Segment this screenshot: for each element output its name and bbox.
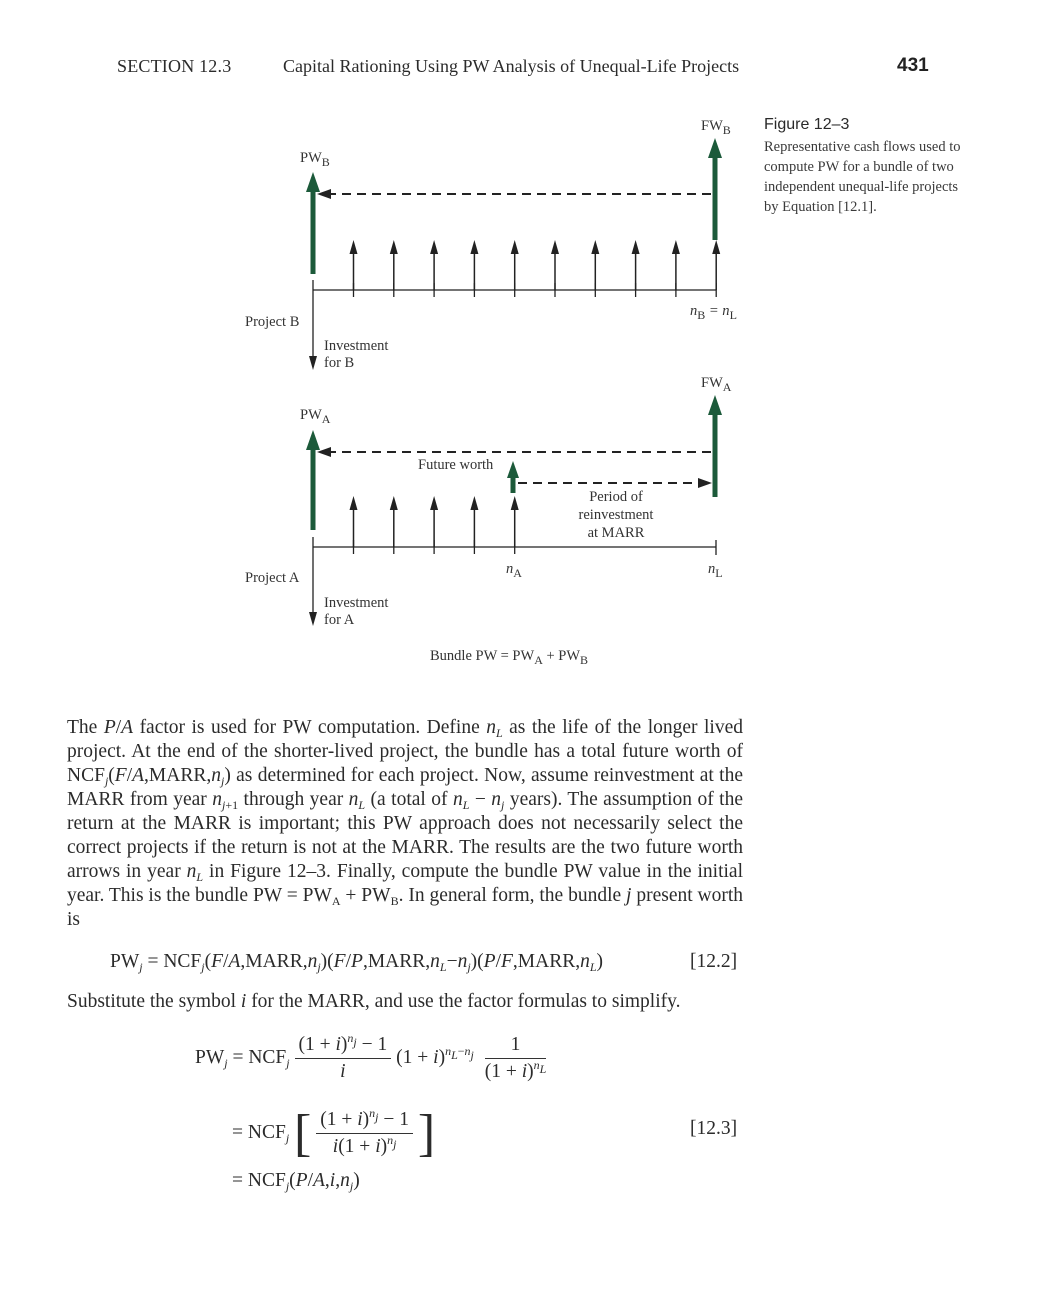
b-arrowhead — [591, 240, 599, 254]
investment-b-label: Investment for B — [324, 338, 389, 371]
project-b-label: Project B — [245, 314, 300, 330]
nl-label: $n_L$ — [708, 561, 723, 580]
b-arrowhead — [551, 240, 559, 254]
b-arrowhead — [632, 240, 640, 254]
b-arrowhead — [470, 240, 478, 254]
na-label: $n_A$ — [506, 561, 522, 580]
equation-12-3-line-2: = $NCF_j$ [ $\frac{(1 + i)^{n_j} - 1}{i(1 + i)^{n_j}}$ ] — [232, 1105, 436, 1162]
b-arrowhead — [672, 240, 680, 254]
a-arrowhead — [430, 496, 438, 510]
investment-a-arrowhead — [309, 612, 317, 626]
fw-b-arrowhead — [708, 138, 722, 158]
a-arrowhead — [350, 496, 358, 510]
investment-a-label: Investment for A — [324, 595, 389, 628]
page-number: 431 — [897, 55, 929, 76]
a-arrowhead — [511, 496, 519, 510]
future-worth-label: Future worth — [418, 457, 494, 473]
equation-12-2: $PW_j$ = $NCF_j(F/A,MARR,n_j)(F/P,MARR,n_L-n_j)(P/F,MARR,n_L)$ — [110, 951, 604, 974]
substitute-sentence: Substitute the symbol i for the MARR, and use the factor formulas to simplify. — [67, 991, 681, 1012]
body-paragraph: The P/A factor is used for PW computation. Define $n_L$ as the life of the longer lived project. At the end of the shorter-lived project, the bundle has a total future worth of $NCF_j(F/A,MARR,n_j)$ as determined for each project. Now, assume reinvestment at the MARR from year $n_{j+1}$ through year $n_L$ (a total of $n_L - n_j$ years). The assumption of the return at the MARR is important; this PW approach does not necessarily select the correct projects if the return is not at the MARR. The results are the two future worth arrows in year $n_L$ in Figure 12–3. Finally, compute the bundle PW value in the initial year. This is the bundle PW = $PW_A + PW_B$. In general form, the bundle j present worth is — [67, 717, 744, 930]
pw-b-arrowhead — [306, 172, 320, 192]
b-arrowhead — [712, 240, 720, 254]
project-a-label: Project A — [245, 570, 300, 586]
running-title: Capital Rationing Using PW Analysis of Unequal-Life Projects — [283, 56, 740, 76]
a-arrowhead — [470, 496, 478, 510]
reinvestment-period-label: Period of reinvestment at MARR — [578, 489, 654, 541]
fw-b-label: $FW_B$ — [701, 118, 731, 137]
fw-a-label: $FW_A$ — [701, 375, 732, 394]
fw-a-arrowhead — [708, 395, 722, 415]
nb-equals-nl-label: $n_B = n_L$ — [690, 303, 737, 322]
figure-caption: Representative cash flows used to compute PW for a bundle of two independent unequal-life projects by Equation [12.1]. — [764, 139, 961, 215]
figure-label: Figure 12–3 — [764, 116, 850, 133]
equation-12-3-line-3: = $NCF_j(P/A,i,n_j)$ — [232, 1170, 360, 1193]
b-arrowhead — [350, 240, 358, 254]
a-arrowhead — [390, 496, 398, 510]
equation-number-12-2: [12.2] — [690, 951, 738, 972]
project-b-diagram — [306, 138, 722, 370]
b-arrowhead — [511, 240, 519, 254]
b-arrowhead — [390, 240, 398, 254]
pw-a-label: $PW_A$ — [300, 407, 331, 426]
bundle-pw-label: Bundle PW = $PW_A + PW_B$ — [430, 648, 589, 667]
section-label: SECTION 12.3 — [117, 56, 232, 76]
equation-number-12-3: [12.3] — [690, 1118, 738, 1139]
pw-a-arrowhead — [306, 430, 320, 450]
b-arrowhead — [430, 240, 438, 254]
investment-b-arrowhead — [309, 356, 317, 370]
equation-12-3-line-1: $PW_j = NCF_j$ $\frac{(1 + i)^{n_j} - 1}{i}$ $(1 + i)^{n_L-n_j}$ $\frac{1}{(1 + i)^{n_L}}$ — [195, 1031, 547, 1082]
pw-b-label: $PW_B$ — [300, 150, 330, 169]
